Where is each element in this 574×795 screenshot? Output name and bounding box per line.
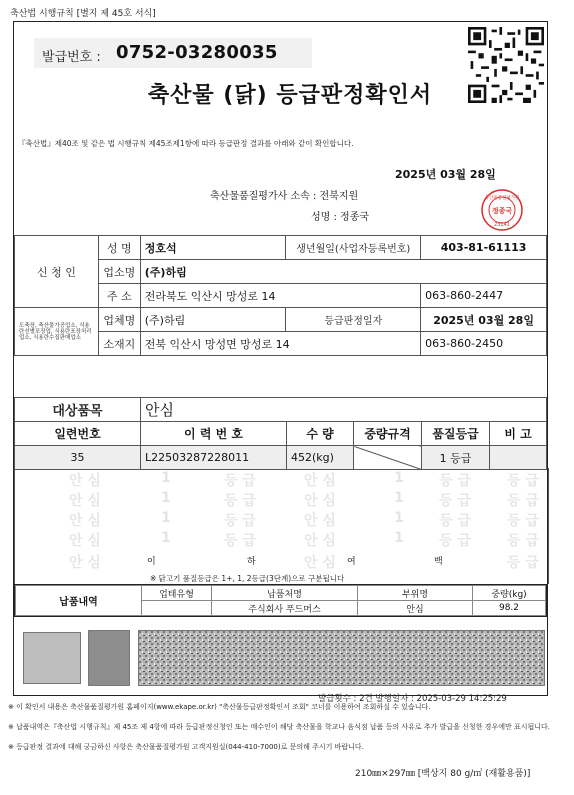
watermark-one: 1 (161, 490, 171, 506)
inspector-name: 성명 : 정종국 (311, 212, 370, 223)
seal-bottom-text: 23141 (494, 222, 510, 228)
watermark-one: 1 (394, 470, 404, 486)
footnote-2: ※ 납품내역은『축산법 시행규칙』제 45조 제 4항에 따라 등급판정신청인 또는 매수인이 해당 축산물을 학교나 음식점 납품 등의 사유로 추가 발급을 신청한 경우에만 표시됩니다. (8, 723, 550, 731)
watermark-mid-right: 여 (347, 557, 356, 567)
watermark-one: 1 (394, 490, 404, 506)
issue-history: 발급횟수 : 2건 발행일자 : 2025-03-29 14:25:29 (318, 694, 507, 704)
watermark-word: 안 심 (304, 493, 336, 509)
col-quantity: 수 량 (287, 422, 354, 446)
company-name: (주)하림 (140, 260, 546, 284)
watermark-mid-far: 백 (434, 557, 443, 567)
document-title: 축산물 (닭) 등급판정확인서 (147, 83, 433, 108)
watermark-grade: 등 급 (439, 533, 471, 549)
grade-note: ※ 닭고기 품질등급은 1+, 1, 2등급(3단계)으로 구분됩니다 (150, 574, 345, 583)
watermark-word: 안 심 (304, 555, 336, 571)
watermark-grade: 등 급 (507, 555, 539, 571)
watermark-grade: 등 급 (224, 493, 256, 509)
watermark-grade: 등 급 (224, 473, 256, 489)
col-remarks: 비 고 (490, 422, 547, 446)
delivery-col-part: 부위명 (358, 586, 473, 601)
delivery-part: 안심 (358, 601, 473, 616)
paper-spec: 210㎜×297㎜ [백상지 80 g/㎡ (재활용품)] (355, 769, 531, 779)
seal-center-text: 정종국 (491, 207, 513, 215)
watermark-grade: 등 급 (439, 513, 471, 529)
col-weight-spec: 중량규격 (354, 422, 422, 446)
plant-name-label: 업체명 (98, 308, 140, 332)
delivery-recipient: 주식회사 푸드머스 (212, 601, 358, 616)
watermark-one: 1 (161, 530, 171, 546)
watermark-mid-center: 하 (247, 557, 256, 567)
delivery-table (15, 585, 546, 616)
seal-top-text: 축산물품질평가원 (484, 196, 520, 201)
watermark-grade: 등 급 (507, 493, 539, 509)
watermark-area (14, 468, 549, 584)
applicant-address: 전라북도 익산시 망성로 14 (140, 284, 420, 308)
plant-section-label: 도축장, 축산물가공업소, 식용란선별포장업, 식용란포장처리업소, 식용란수집판매업소 (15, 308, 99, 356)
applicant-name-label: 성 명 (98, 236, 140, 260)
company-label: 업소명 (98, 260, 140, 284)
watermark-one: 1 (161, 510, 171, 526)
watermark-word: 안 심 (69, 493, 101, 509)
watermark-grade: 등 급 (224, 513, 256, 529)
watermark-grade: 등 급 (224, 533, 256, 549)
item-trace-no: L22503287228011 (141, 446, 287, 470)
product-row (14, 397, 547, 422)
watermark-word: 안 심 (304, 533, 336, 549)
grading-date: 2025년 03월 28일 (421, 308, 547, 332)
security-pattern-image (138, 630, 545, 686)
watermark-one: 1 (394, 510, 404, 526)
col-serial: 일련번호 (15, 422, 141, 446)
delivery-col-weight: 중량(kg) (473, 586, 546, 601)
applicant-name: 정호석 (140, 236, 286, 260)
official-seal-icon (480, 188, 524, 232)
product-label: 대상품목 (15, 398, 141, 422)
security-noise-pattern (139, 631, 544, 685)
watermark-word: 안 심 (304, 513, 336, 529)
watermark-word: 안 심 (69, 533, 101, 549)
item-weight-spec (354, 446, 422, 470)
legal-basis-text: 『축산법』제40조 및 같은 법 시행규칙 제45조제1항에 따라 등급판정 결과를 아래와 같이 확인합니다. (18, 139, 354, 148)
inspector-affiliation: 축산물품질평가사 소속 : 전북지원 (210, 191, 359, 202)
plant-address: 전북 익산시 망성면 망성로 14 (140, 332, 420, 356)
delivery-section (14, 584, 547, 617)
delivery-weight: 98.2 (473, 601, 546, 616)
col-quality-grade: 품질등급 (422, 422, 490, 446)
issue-number: 0752-03280035 (116, 42, 278, 63)
watermark-grade: 등 급 (439, 473, 471, 489)
plant-phone: 063-860-2450 (421, 332, 547, 356)
watermark-grade: 등 급 (507, 473, 539, 489)
form-header-note: 축산법 시행규칙 [별지 제 45호 서식] (10, 9, 156, 19)
security-stamp-image (88, 630, 130, 686)
item-serial: 35 (15, 446, 141, 470)
address-label: 주 소 (98, 284, 140, 308)
security-hologram-image (23, 632, 81, 684)
watermark-grade: 등 급 (439, 493, 471, 509)
issue-number-label: 발급번호 : (42, 50, 101, 65)
item-grade: 1 등급 (422, 446, 490, 470)
delivery-col-recipient: 납품처명 (212, 586, 358, 601)
watermark-grade: 등 급 (507, 533, 539, 549)
watermark-word: 안 심 (69, 555, 101, 571)
delivery-label: 납품내역 (16, 586, 142, 616)
delivery-type (142, 601, 212, 616)
delivery-col-type: 업태유형 (142, 586, 212, 601)
watermark-one: 1 (161, 470, 171, 486)
plant-address-label: 소재지 (98, 332, 140, 356)
watermark-one: 1 (394, 530, 404, 546)
items-table (14, 421, 547, 470)
product-value: 안심 (141, 398, 547, 422)
footnote-3: ※ 등급판정 결과에 대해 궁금하신 사항은 축산물품질평가원 고객지원실(044-410-7000)로 문의해 주시기 바랍니다. (8, 743, 364, 751)
watermark-mid-left: 이 (147, 557, 156, 567)
item-quantity: 452(kg) (287, 446, 354, 470)
watermark-word: 안 심 (69, 513, 101, 529)
item-remarks (490, 446, 547, 470)
watermark-word: 안 심 (304, 473, 336, 489)
birth-biz-label: 생년월일(사업자등록번호) (286, 236, 421, 260)
qr-code-icon[interactable] (468, 27, 544, 103)
applicant-section-label: 신 청 인 (15, 236, 99, 308)
watermark-grade: 등 급 (507, 513, 539, 529)
business-number: 403-81-61113 (421, 236, 547, 260)
issue-date: 2025년 03월 28일 (395, 168, 496, 181)
grading-date-label: 등급판정일자 (286, 308, 421, 332)
col-trace-no: 이 력 번 호 (141, 422, 287, 446)
footnote-1: ※ 이 확인서 내용은 축산물품질평가원 홈페이지(www.ekape.or.kr) "축산물등급판정확인서 조회" 코너를 이용하여 조회하실 수 있습니다. (8, 703, 431, 711)
plant-name: (주)하림 (140, 308, 286, 332)
applicant-table (14, 235, 547, 356)
applicant-phone: 063-860-2447 (421, 284, 547, 308)
watermark-word: 안 심 (69, 473, 101, 489)
